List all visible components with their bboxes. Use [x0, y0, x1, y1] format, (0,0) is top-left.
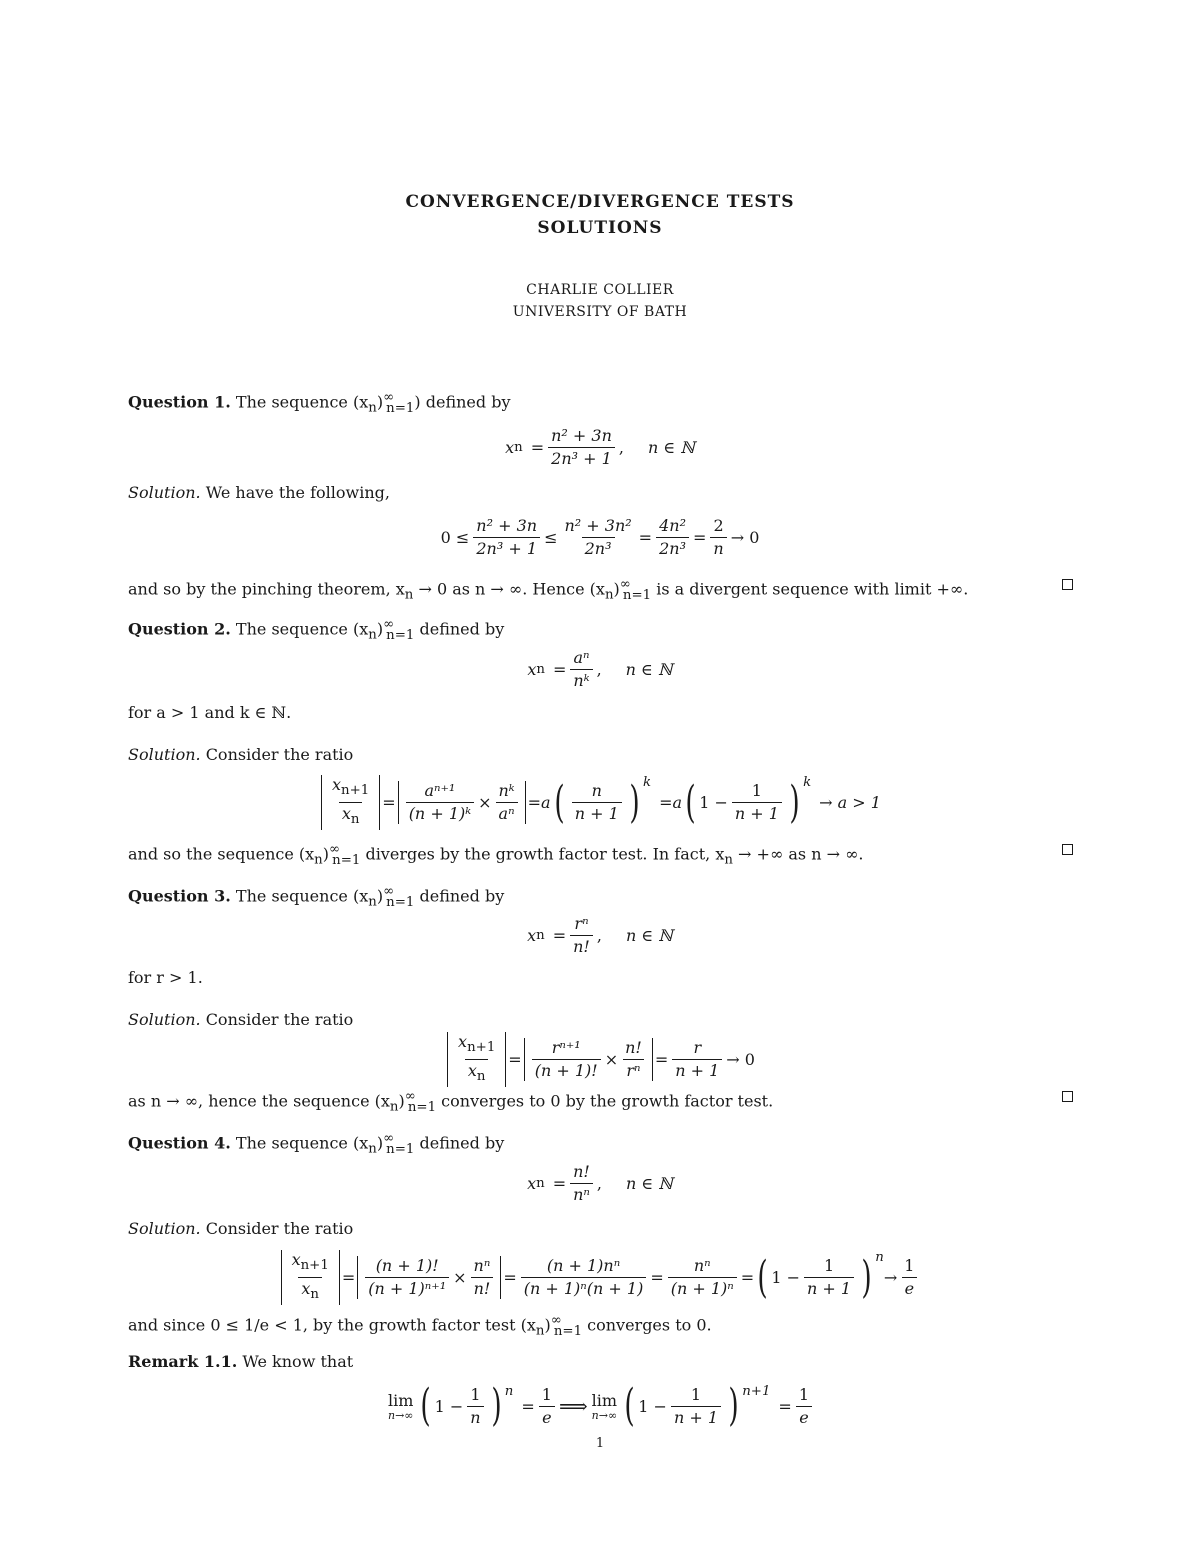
- question-1-statement: Question 1. The sequence $(x_n)^\infty_{n=1}$) defined by: [128, 390, 511, 416]
- question-2-conclusion: and so the sequence $(x_n)^\infty_{n=1}$ diverges by the growth factor test. In fact, $x_n$ → +∞ as n → ∞.: [128, 840, 1073, 871]
- question-1-definition: x n = $\frac{\text{n² + 3n}}{\text{2n³ + 1}}$ , n ∈ ℕ: [505, 426, 695, 468]
- title-line-1: CONVERGENCE/DIVERGENCE TESTS: [405, 192, 795, 212]
- question-3-solution-intro: Solution. Consider the ratio: [128, 1010, 354, 1029]
- title-line-2: SOLUTIONS: [537, 218, 663, 238]
- question-3-definition: x n = $\frac{\text{rⁿ}}{n!}$ , n ∈ ℕ: [527, 914, 673, 956]
- question-4-solution-intro: Solution. Consider the ratio: [128, 1219, 354, 1238]
- page-number: 1: [595, 1436, 605, 1451]
- author-name: CHARLIE COLLIER: [526, 282, 674, 298]
- qed-symbol: [1062, 844, 1073, 855]
- question-2-definition: x n = $\frac{\text{aⁿ}}{\text{nᵏ}}$ , n ∈ ℕ: [527, 648, 673, 690]
- question-2-condition: for a > 1 and k ∈ ℕ.: [128, 703, 292, 722]
- question-4-definition: x n = $\frac{n!}{\text{nⁿ}}$ , n ∈ ℕ: [527, 1162, 673, 1204]
- question-3-condition: for r > 1.: [128, 968, 203, 987]
- question-2-statement: Question 2. The sequence $(x_n)^\infty_{n=1}$ defined by: [128, 617, 505, 643]
- question-3-ratio: $\frac{x_{n+1}}{x_n}$ = $\frac{\text{rⁿ⁺¹}}{(n + 1)!}$ × $\frac{n!}{\text{rⁿ}}$ = $\frac{r}{n + 1}$ → 0: [0, 1032, 1200, 1087]
- question-2-ratio: $\frac{x_{n+1}}{x_n}$ = $\frac{\text{aⁿ⁺¹}}{\text{(n + 1)ᵏ}}$ × $\frac{\text{nᵏ}}{\text{aⁿ}}$ = a ( $\frac{n}{n + 1}$ ) $^k$ = a ( 1 − $\frac{1}{n + 1}$ ) $^k$ → a > 1: [0, 775, 1200, 830]
- qed-symbol: [1062, 1091, 1073, 1102]
- question-3-statement: Question 3. The sequence $(x_n)^\infty_{n=1}$ defined by: [128, 884, 505, 910]
- question-1-conclusion: and so by the pinching theorem, $x_n \to 0$ as n → ∞. Hence $(x_n)^\infty_{n=1}$ is a divergent sequence with limit +∞.: [128, 575, 1073, 606]
- question-2-solution-intro: Solution. Consider the ratio: [128, 745, 354, 764]
- question-1-inequality: 0 ≤ $\frac{\text{n² + 3n}}{\text{2n³ + 1}}$ ≤ $\frac{\text{n² + 3n²}}{\text{2n³}}$ = $\frac{\text{4n²}}{\text{2n³}}$ = $\frac{2}{n}$ → 0: [440, 516, 760, 558]
- question-1-solution-intro: Solution. We have the following,: [128, 483, 390, 502]
- author-affiliation: UNIVERSITY OF BATH: [512, 304, 688, 320]
- remark-formula: lim n→∞ ( 1 − $\frac{1}{n}$ ) $^n$ = $\frac{1}{e}$ ⟹ lim n→∞ ( 1 − $\frac{1}{n + 1}$ ) $^{n+1}$ = $\frac{1}{e}$: [0, 1384, 1200, 1428]
- qed-symbol: [1062, 579, 1073, 590]
- fraction: $\frac{\text{n² + 3n}}{\text{2n³ + 1}}$: [548, 426, 615, 469]
- question-4-ratio: $\frac{x_{n+1}}{x_n}$ = $\frac{(n + 1)!}{\text{(n + 1)ⁿ⁺¹}}$ × $\frac{\text{nⁿ}}{n!}$ = $\frac{\text{(n + 1)nⁿ}}{\text{(n + 1)ⁿ(n + 1)}}$ = $\frac{\text{nⁿ}}{\text{(n + 1)ⁿ}}$ = ( 1 − $\frac{1}{n + 1}$ ) $^n$ → $\frac{1}{e}$: [0, 1250, 1200, 1305]
- question-4-conclusion: and since 0 ≤ 1/e < 1, by the growth factor test $(x_n)^\infty_{n=1}$ converges to 0.: [128, 1313, 712, 1339]
- question-3-conclusion: as n → ∞, hence the sequence $(x_n)^\infty_{n=1}$ converges to 0 by the growth factor test.: [128, 1087, 1073, 1118]
- remark-statement: Remark 1.1. We know that: [128, 1352, 354, 1371]
- question-1-label: Question 1.: [128, 392, 231, 412]
- question-4-statement: Question 4. The sequence $(x_n)^\infty_{n=1}$ defined by: [128, 1131, 505, 1157]
